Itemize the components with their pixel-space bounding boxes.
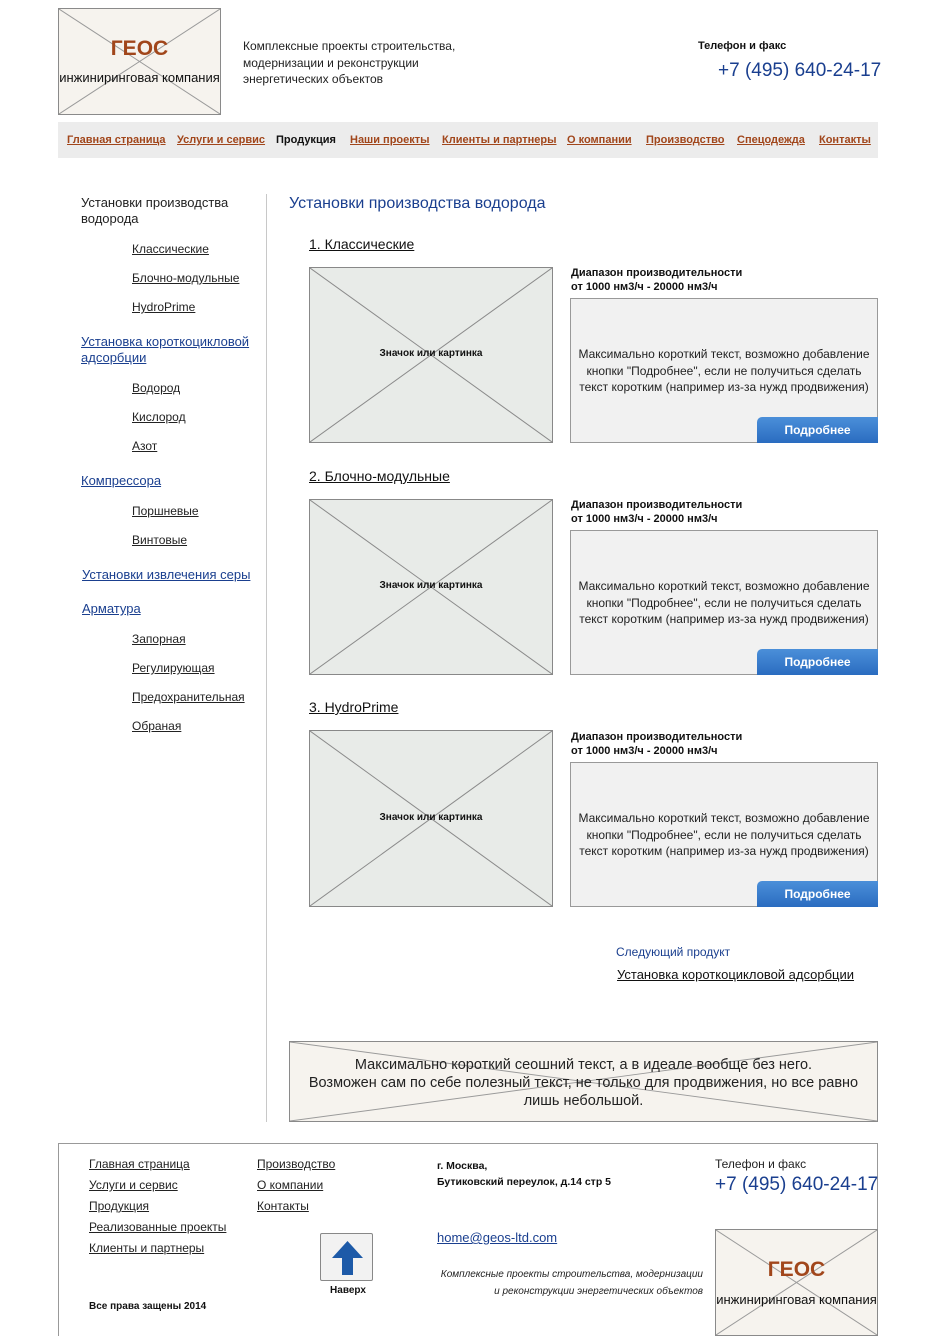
product-description-box <box>570 762 878 907</box>
sidebar-item-check[interactable]: Обраная <box>132 719 182 733</box>
product-range: Диапазон производительности от 1000 нм3/ч - 20000 нм3/ч <box>571 267 743 293</box>
back-to-top-label: Наверх <box>330 1285 366 1296</box>
sidebar-group-psa[interactable]: Установка короткоцикловой адсорбции <box>81 334 250 365</box>
product-range: Диапазон производительности от 1000 нм3/ч - 20000 нм3/ч <box>571 499 743 525</box>
logo-title: ГЕОС <box>110 37 169 60</box>
product-description-box <box>570 298 878 443</box>
back-to-top-button[interactable] <box>320 1233 373 1281</box>
footer-tagline: Комплексные проекты строительства, модернизации и реконструкции энергетических объектов <box>440 1269 703 1297</box>
header-phone[interactable]: +7 (495) 640-24-17 <box>718 60 882 81</box>
next-product-label: Следующий продукт <box>616 945 731 959</box>
product-title[interactable]: 2. Блочно-модульные <box>309 468 450 484</box>
sidebar-group-hydrogen[interactable]: Установки производства водорода <box>81 195 229 226</box>
seo-text: Максимально короткий сеошний текст, а в идеале вообще без него. Возможен сам по себе полезный текст, не только для продвижения, но все равно лишь небольшой. <box>308 1057 859 1109</box>
more-button[interactable]: Подробнее <box>757 417 878 443</box>
footer-phone[interactable]: +7 (495) 640-24-17 <box>715 1174 879 1195</box>
nav-workwear[interactable]: Спецодежда <box>737 134 805 146</box>
product-image <box>309 267 553 443</box>
next-product-link[interactable]: Установка короткоцикловой адсорбции <box>617 967 855 982</box>
nav-about[interactable]: О компании <box>567 134 632 146</box>
image-placeholder-label: Значок или картинка <box>379 580 483 591</box>
header-logo[interactable] <box>58 8 221 115</box>
sidebar-group-valves[interactable]: Арматура <box>82 601 141 616</box>
nav-products[interactable]: Продукция <box>276 134 336 146</box>
nav-production[interactable]: Производство <box>646 134 725 146</box>
sidebar-item-control[interactable]: Регулирующая <box>132 661 215 675</box>
product-image <box>309 730 553 907</box>
product-title[interactable]: 3. HydroPrime <box>309 699 399 715</box>
sidebar-item-safety[interactable]: Предохранительная <box>132 690 245 704</box>
sidebar-divider <box>266 194 267 1122</box>
sidebar-item-hydrogen[interactable]: Водород <box>132 381 181 395</box>
main-nav <box>58 122 878 158</box>
sidebar-item-nitrogen[interactable]: Азот <box>132 439 158 453</box>
product-description: Максимально короткий текст, возможно добавление кнопки "Подробнее", если не получиться сделать текст коротким (например из-за нужд продвижения) <box>578 579 870 626</box>
sidebar-item-shutoff[interactable]: Запорная <box>132 632 186 646</box>
more-button[interactable]: Подробнее <box>757 649 878 675</box>
footer-email[interactable]: home@geos-ltd.com <box>437 1230 558 1245</box>
sidebar-group-sulfur[interactable]: Установки извлечения серы <box>82 567 251 582</box>
product-description-box <box>570 530 878 675</box>
footer-link-about[interactable]: О компании <box>257 1178 324 1192</box>
image-placeholder-label: Значок или картинка <box>379 811 483 823</box>
product-title[interactable]: 1. Классические <box>309 236 415 252</box>
nav-projects[interactable]: Наши проекты <box>350 134 430 146</box>
footer-phone-label: Телефон и факс <box>715 1157 807 1171</box>
sidebar-item-screw[interactable]: Винтовые <box>132 533 188 547</box>
more-button[interactable]: Подробнее <box>757 881 878 907</box>
arrow-up-icon <box>321 1234 374 1282</box>
nav-clients[interactable]: Клиенты и партнеры <box>442 134 557 146</box>
footer-logo[interactable] <box>715 1229 878 1336</box>
image-placeholder-label: Значок или картинка <box>379 348 483 359</box>
footer-link-projects[interactable]: Реализованные проекты <box>89 1220 227 1234</box>
footer-link-contacts[interactable]: Контакты <box>257 1199 309 1213</box>
sidebar-item-hydroprime[interactable]: HydroPrime <box>132 300 196 314</box>
sidebar-item-oxygen[interactable]: Кислород <box>132 410 186 424</box>
nav-contacts[interactable]: Контакты <box>819 134 871 146</box>
product-range: Диапазон производительности от 1000 нм3/ч - 20000 нм3/ч <box>571 731 743 757</box>
logo-subtitle: инжиниринговая компания <box>716 1292 877 1307</box>
seo-text-block <box>289 1041 878 1122</box>
product-image <box>309 499 553 675</box>
header-tagline: Комплексные проекты строительства, модернизации и реконструкции энергетических объектов <box>243 39 456 86</box>
logo-subtitle: инжиниринговая компания <box>59 70 220 85</box>
logo-title: ГЕОС <box>767 1258 826 1281</box>
sidebar-group-compressors[interactable]: Компрессора <box>81 473 162 488</box>
nav-home[interactable]: Главная страница <box>67 134 166 146</box>
footer-link-home[interactable]: Главная страница <box>89 1157 190 1171</box>
footer-link-clients[interactable]: Клиенты и партнеры <box>89 1241 205 1255</box>
product-description: Максимально короткий текст, возможно добавление кнопки "Подробнее", если не получиться сделать текст коротким (например из-за нужд продвижения) <box>578 811 870 858</box>
sidebar-item-classic[interactable]: Классические <box>132 242 209 256</box>
copyright: Все права защены 2014 <box>89 1301 207 1312</box>
product-description: Максимально короткий текст, возможно добавление кнопки "Подробнее", если не получиться сделать текст коротким (например из-за нужд продвижения) <box>578 347 870 394</box>
header-phone-label: Телефон и факс <box>698 40 787 52</box>
page-title: Установки производства водорода <box>289 195 546 212</box>
nav-services[interactable]: Услуги и сервис <box>177 134 266 146</box>
footer-link-production[interactable]: Производство <box>257 1157 336 1171</box>
sidebar-item-piston[interactable]: Поршневые <box>132 504 199 518</box>
footer-link-products[interactable]: Продукция <box>89 1199 150 1213</box>
footer-address: г. Москва, Бутиковский переулок, д.14 стр 5 <box>437 1160 611 1188</box>
footer-link-services[interactable]: Услуги и сервис <box>89 1178 178 1192</box>
sidebar-item-block-modular[interactable]: Блочно-модульные <box>132 271 240 285</box>
